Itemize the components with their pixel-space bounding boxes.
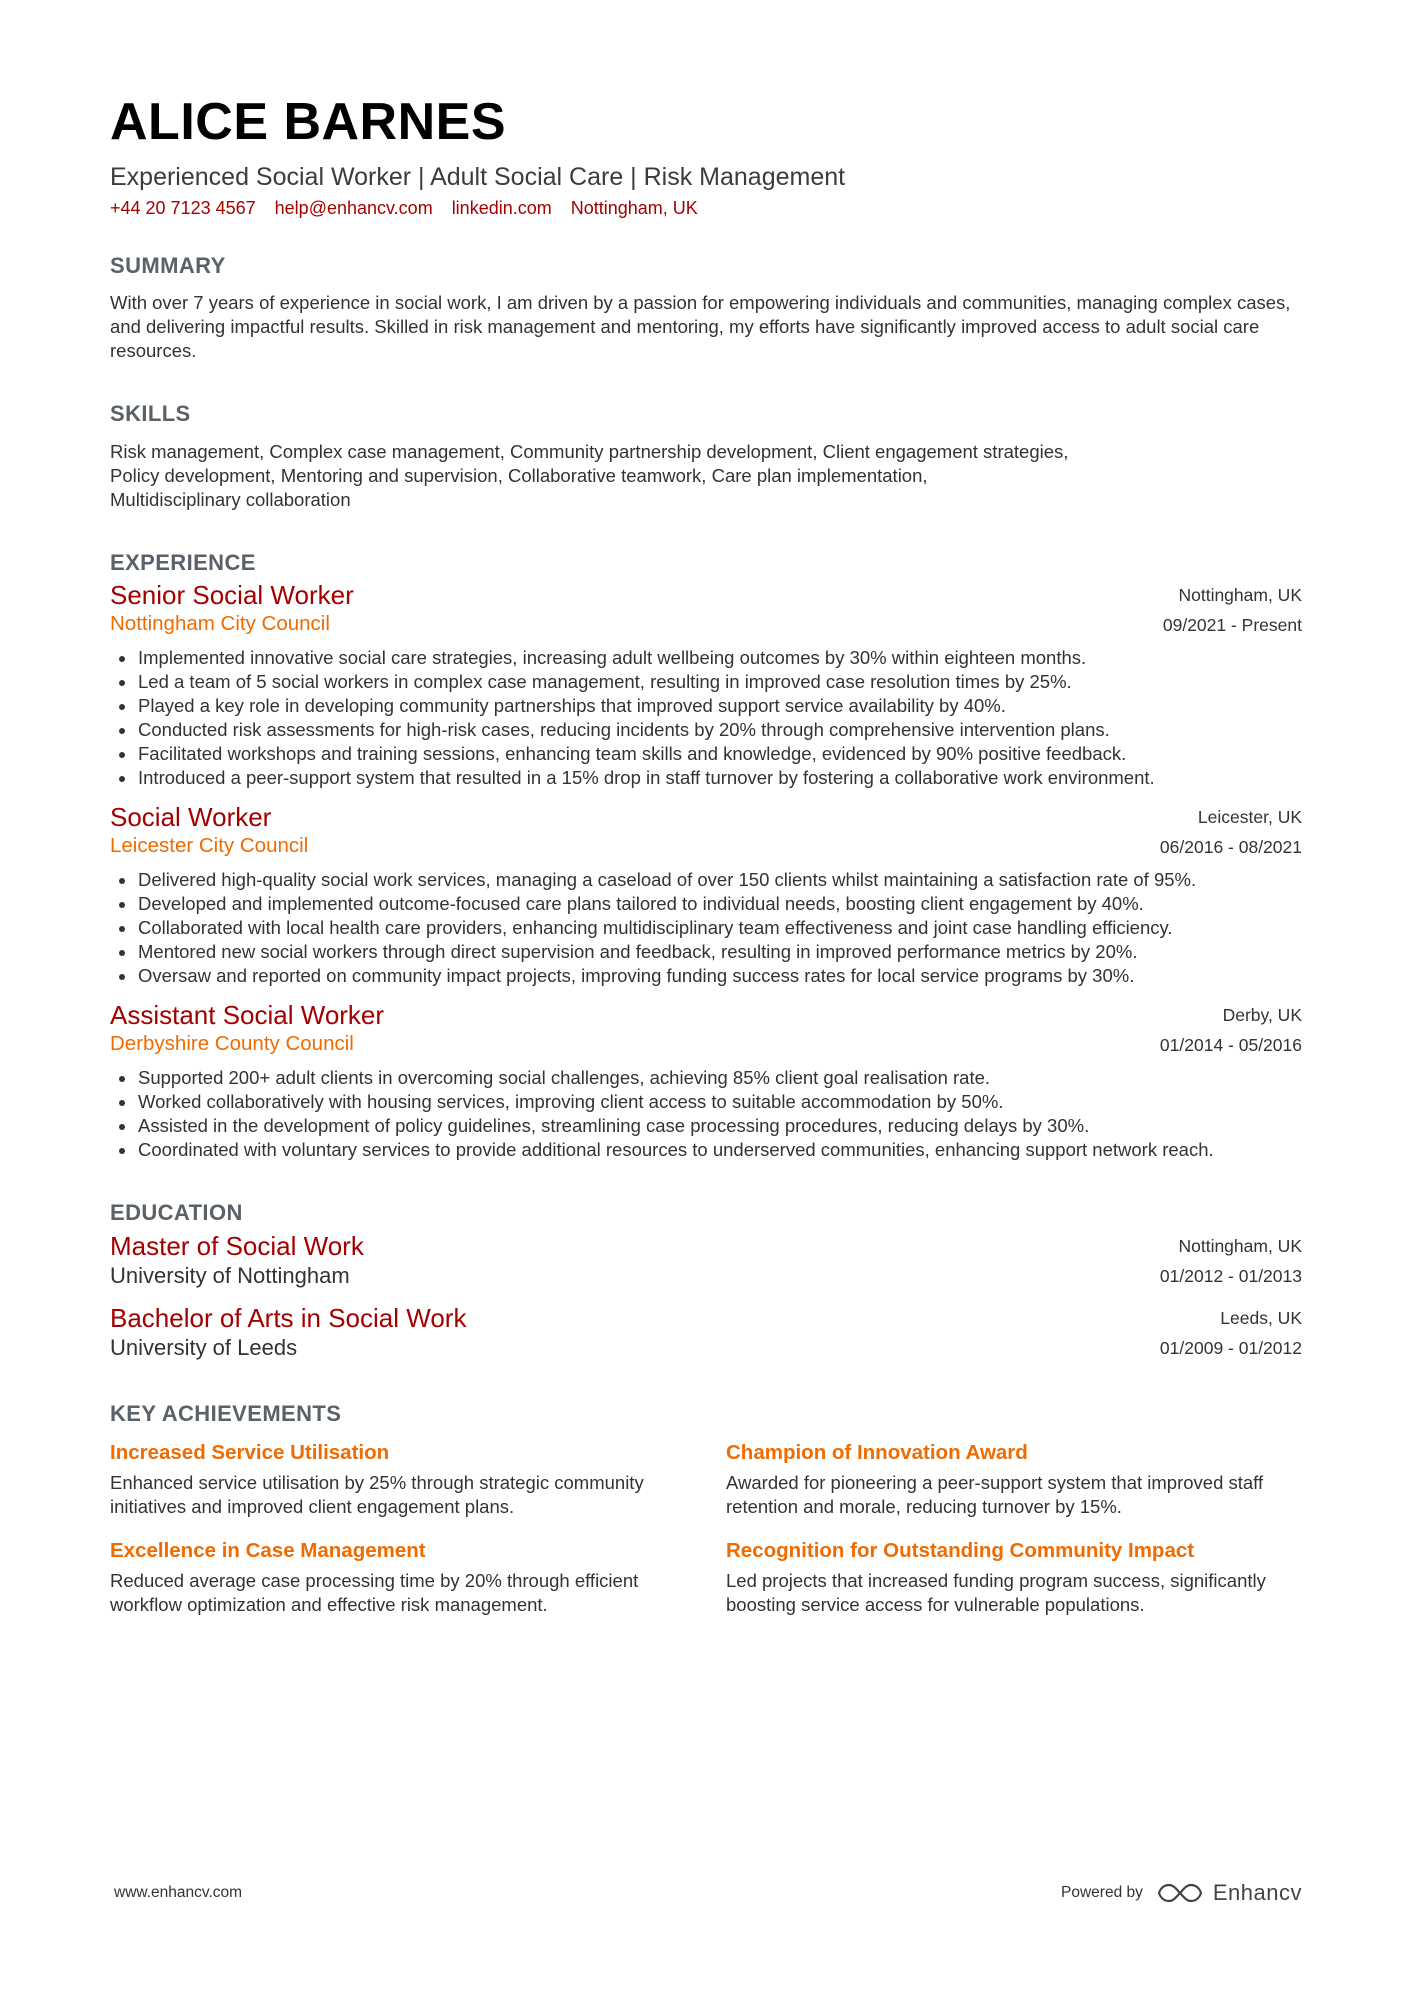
skill-item: Multidisciplinary collaboration — [110, 488, 351, 510]
contact-phone[interactable]: +44 20 7123 4567 — [110, 198, 256, 218]
section-title: EDUCATION — [110, 1200, 243, 1226]
achievement-description: Enhanced service utilisation by 25% through strategic community initiatives and improved client engagement plans. — [110, 1471, 644, 1517]
job-bullets — [110, 646, 1302, 790]
achievements-section — [110, 1401, 1302, 1617]
job-bullet: Introduced a peer-support system that resulted in a 15% drop in staff turnover by fostering a collaborative work environment. — [110, 766, 1302, 790]
resume-page — [110, 93, 1302, 1617]
powered-by-label: Powered by — [1061, 1884, 1143, 1901]
job-organization: Derbyshire County Council — [110, 1032, 354, 1056]
footer-url[interactable]: www.enhancv.com — [114, 1884, 243, 1901]
job-bullet: Worked collaboratively with housing services, improving client access to suitable accommodation by 50%. — [110, 1090, 1302, 1114]
job-location: Leicester, UK — [1197, 807, 1302, 828]
job-location: Nottingham, UK — [1178, 585, 1302, 606]
achievement-description: Reduced average case processing time by 20% through efficient workflow optimization and effective risk management. — [110, 1569, 639, 1615]
job-title: Senior Social Worker — [110, 580, 354, 611]
school-name: University of Nottingham — [110, 1262, 350, 1288]
education-location: Leeds, UK — [1220, 1307, 1302, 1328]
achievement-title: Excellence in Case Management — [110, 1538, 426, 1562]
job-dates: 01/2014 - 05/2016 — [1159, 1035, 1302, 1056]
education-dates: 01/2012 - 01/2013 — [1159, 1265, 1302, 1286]
contact-info — [110, 198, 1302, 219]
education-dates: 01/2009 - 01/2012 — [1159, 1337, 1302, 1358]
section-title: SUMMARY — [110, 253, 226, 278]
job-bullet: Developed and implemented outcome-focused care plans tailored to individual needs, boosting client engagement by 40%. — [110, 892, 1302, 916]
job-bullet: Led a team of 5 social workers in complex case management, resulting in improved case resolution times by 25%. — [110, 670, 1302, 694]
achievements-grid — [110, 1439, 1302, 1617]
job-entry — [110, 580, 1302, 790]
job-bullets — [110, 1066, 1302, 1162]
achievement-item — [110, 1439, 726, 1519]
job-organization: Leicester City Council — [110, 834, 309, 858]
education-entry — [110, 1303, 1302, 1363]
skills-list — [110, 440, 1250, 512]
job-dates: 06/2016 - 08/2021 — [1159, 837, 1302, 858]
education-section — [110, 1200, 1302, 1362]
job-bullet: Facilitated workshops and training sessions, enhancing team skills and knowledge, evidenced by 90% positive feedback. — [110, 742, 1302, 766]
job-bullet: Supported 200+ adult clients in overcoming social challenges, achieving 85% client goal realisation rate. — [110, 1066, 1302, 1090]
summary-section — [110, 253, 1302, 363]
job-bullet: Assisted in the development of policy guidelines, streamlining case processing procedures, reducing delays by 30%. — [110, 1114, 1302, 1138]
education-entry — [110, 1231, 1302, 1291]
brand-name: Enhancv — [1212, 1880, 1302, 1905]
job-entry — [110, 1000, 1302, 1162]
school-name: University of Leeds — [110, 1334, 298, 1360]
education-location: Nottingham, UK — [1178, 1235, 1302, 1256]
job-title: Assistant Social Worker — [110, 1000, 385, 1031]
skill-item: Policy development, — [110, 464, 276, 486]
resume-header — [110, 93, 1302, 219]
job-bullet: Played a key role in developing community partnerships that improved support service availability by 40%. — [110, 694, 1302, 718]
achievement-description: Awarded for pioneering a peer-support system that improved staff retention and morale, reducing turnover by 15%. — [726, 1471, 1264, 1517]
job-bullet: Oversaw and reported on community impact projects, improving funding success rates for local service programs by 30%. — [110, 964, 1302, 988]
job-dates: 09/2021 - Present — [1162, 615, 1302, 636]
skill-item: Community partnership development, — [510, 440, 818, 462]
candidate-headline: Experienced Social Worker | Adult Social Care | Risk Management — [110, 163, 846, 191]
skill-item: Collaborative teamwork, — [507, 464, 707, 486]
section-title: SKILLS — [110, 401, 191, 427]
skill-item: Care plan implementation, — [711, 464, 928, 486]
section-title: EXPERIENCE — [110, 549, 256, 575]
achievement-title: Recognition for Outstanding Community Impact — [726, 1538, 1195, 1562]
achievement-item — [726, 1439, 1302, 1519]
achievement-title: Increased Service Utilisation — [110, 1440, 390, 1464]
job-location: Derby, UK — [1222, 1005, 1302, 1026]
contact-email[interactable]: help@enhancv.com — [274, 198, 433, 218]
job-title: Social Worker — [110, 802, 272, 833]
job-bullet: Collaborated with local health care providers, enhancing multidisciplinary team effectiveness and joint case handling efficiency. — [110, 916, 1302, 940]
job-bullet: Conducted risk assessments for high-risk cases, reducing incidents by 20% through comprehensive intervention plans. — [110, 718, 1302, 742]
contact-location: Nottingham, UK — [570, 198, 698, 218]
job-organization: Nottingham City Council — [110, 612, 330, 636]
page-footer — [114, 1880, 1302, 1906]
brand-logo[interactable] — [1157, 1880, 1302, 1906]
skill-item: Risk management, — [110, 440, 265, 462]
achievement-title: Champion of Innovation Award — [726, 1440, 1028, 1464]
contact-linkedin[interactable]: linkedin.com — [451, 198, 552, 218]
degree-title: Bachelor of Arts in Social Work — [110, 1302, 467, 1333]
powered-by — [1061, 1880, 1302, 1906]
job-bullet: Delivered high-quality social work services, managing a caseload of over 150 clients whilst maintaining a satisfaction rate of 95%. — [110, 868, 1302, 892]
job-entry — [110, 802, 1302, 988]
skills-section — [110, 401, 1302, 511]
enhancv-logo-icon — [1157, 1881, 1203, 1905]
achievement-item — [726, 1537, 1302, 1617]
job-bullet: Mentored new social workers through direct supervision and feedback, resulting in improved performance metrics by 20%. — [110, 940, 1302, 964]
experience-section — [110, 550, 1302, 1162]
candidate-name: ALICE BARNES — [110, 93, 507, 151]
achievement-description: Led projects that increased funding program success, significantly boosting service access for vulnerable populations. — [726, 1569, 1266, 1615]
summary-text: With over 7 years of experience in social work, I am driven by a passion for empowering individuals and communities, managing complex cases, and delivering impactful results. Skilled in risk management and mentoring, my efforts have significantly improved access to adult social care resources. — [110, 292, 1291, 362]
skill-item: Client engagement strategies, — [822, 440, 1069, 462]
skill-item: Complex case management, — [269, 440, 505, 462]
skill-item: Mentoring and supervision, — [280, 464, 503, 486]
degree-title: Master of Social Work — [110, 1230, 364, 1261]
job-bullets — [110, 868, 1302, 988]
section-title: KEY ACHIEVEMENTS — [110, 1400, 342, 1426]
job-bullet: Implemented innovative social care strategies, increasing adult wellbeing outcomes by 30% within eighteen months. — [110, 646, 1302, 670]
achievement-item — [110, 1537, 726, 1617]
job-bullet: Coordinated with voluntary services to provide additional resources to underserved communities, enhancing support network reach. — [110, 1138, 1302, 1162]
